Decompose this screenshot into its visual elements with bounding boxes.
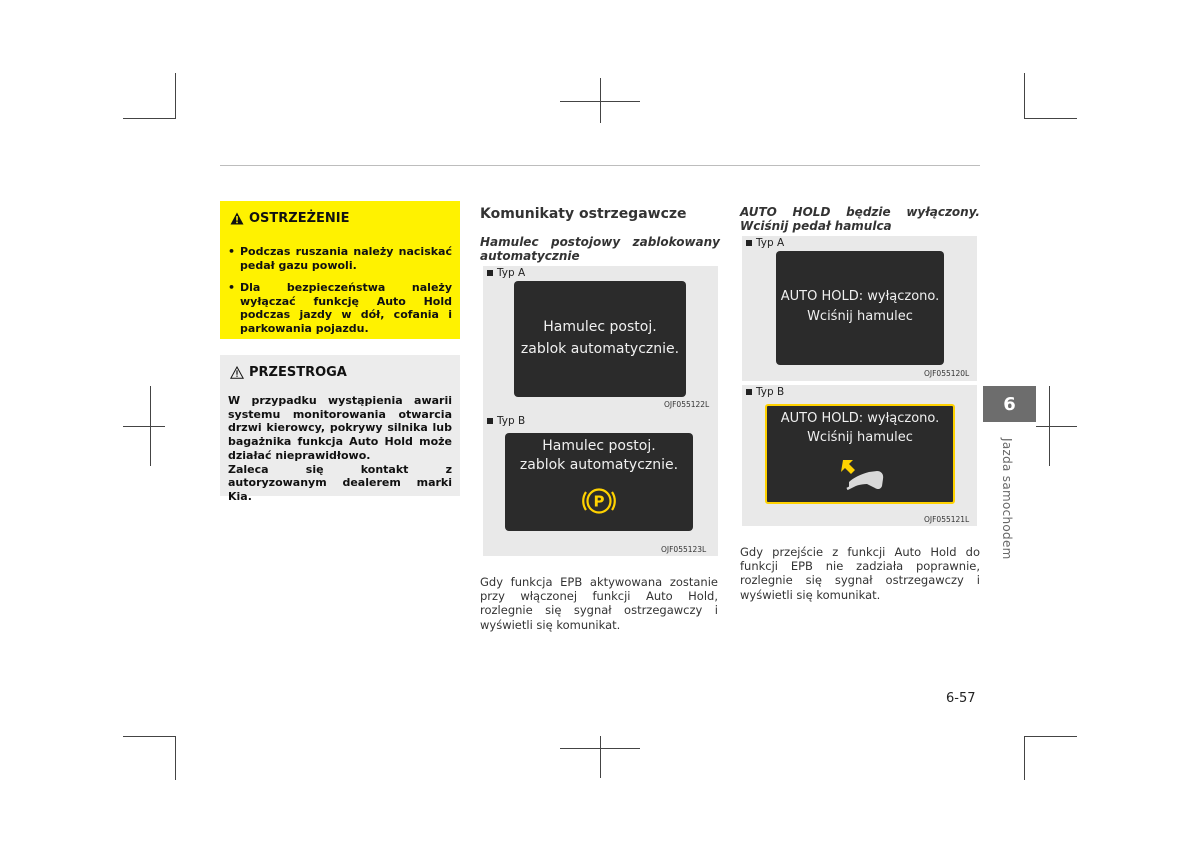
warning-item: • Dla bezpieczeństwa należy wyłączać funkcję Auto Hold podczas jazdy w dół, cofania i parkowania pojazdu.: [228, 281, 452, 335]
caution-title: [230, 365, 347, 380]
display-line-2: zablok automatycznie.: [519, 457, 679, 473]
figure-code: OJF055120L: [924, 369, 970, 378]
cluster-display: [505, 433, 693, 531]
caution-paragraph: Zaleca się kontakt z autoryzowanym dealerem marki Kia.: [228, 462, 452, 503]
display-line-2: zablok automatycznie.: [520, 341, 680, 357]
warning-triangle-icon: [230, 212, 244, 225]
warning-box: [220, 201, 460, 339]
type-a-label-text: Typ A: [756, 237, 785, 249]
chapter-number: 6: [1003, 393, 1016, 415]
cluster-display: [514, 281, 686, 397]
caution-text: [228, 394, 452, 504]
page-number: 6-57: [946, 691, 976, 706]
figure-type-a-parking: [483, 266, 718, 411]
figure-type-b-parking: [483, 411, 718, 556]
caution-box: [220, 355, 460, 503]
figure-code: OJF055122L: [664, 400, 710, 409]
type-b-label: [487, 415, 525, 427]
type-a-label: [487, 267, 525, 279]
figure-code: OJF055123L: [661, 545, 707, 554]
type-b-label-text: Typ B: [497, 415, 526, 427]
type-a-label-text: Typ A: [497, 267, 526, 279]
warning-item: • Podczas ruszania należy naciskać pedał gazu powoli.: [228, 245, 452, 272]
parking-brake-letter: P: [593, 492, 605, 511]
subtitle-parking-brake: Hamulec postojowy zablokowany automatycznie: [480, 235, 720, 263]
warning-title-text: OSTRZEŻENIE: [249, 211, 350, 226]
parking-brake-icon: [578, 483, 620, 519]
display-line-2: Wciśnij hamulec: [807, 430, 913, 445]
brake-pedal-foot-icon: [837, 458, 889, 494]
warning-title: [230, 211, 350, 226]
type-b-label-text: Typ B: [756, 386, 785, 398]
caution-title-text: PRZESTROGA: [249, 365, 347, 380]
display-line-1: Hamulec postoj.: [543, 319, 657, 335]
type-b-label: [746, 386, 784, 398]
right-body-text: Gdy przejście z funkcji Auto Hold do funkcji EPB nie zadziała poprawnie, rozlegnie się sygnał ostrzegawczy i wyświetli się komunikat.: [740, 545, 980, 602]
figure-type-b-autohold: [742, 385, 977, 526]
caution-triangle-icon: [230, 366, 244, 379]
caution-paragraph: W przypadku wystąpienia awarii systemu monitorowania otwarcia drzwi kierowcy, pokrywy silnika lub bagażnika funkcja Auto Hold może działać nieprawidłowo.: [228, 394, 452, 462]
bullet-square-icon: [746, 389, 752, 395]
bullet-square-icon: [746, 240, 752, 246]
middle-body-text: Gdy funkcja EPB aktywowana zostanie przy włączonej funkcji Auto Hold, rozlegnie się sygnał ostrzegawczy i wyświetli się komunikat.: [480, 575, 718, 632]
warning-list: [228, 245, 452, 344]
subtitle-auto-hold: AUTO HOLD będzie wyłączony. Wciśnij pedał hamulca: [740, 205, 980, 233]
bullet-square-icon: [487, 270, 493, 276]
display-line-1: Hamulec postoj.: [542, 438, 656, 454]
figure-code: OJF055121L: [924, 515, 970, 524]
bullet-square-icon: [487, 418, 493, 424]
chapter-title: Jazda samochodem: [1000, 438, 1014, 560]
section-title: Komunikaty ostrzegawcze: [480, 206, 687, 222]
display-line-2: Wciśnij hamulec: [807, 309, 913, 324]
cluster-display: [776, 251, 944, 365]
header-rule: [220, 165, 980, 166]
cluster-display: [765, 404, 955, 504]
display-line-1: AUTO HOLD: wyłączono.: [780, 289, 940, 304]
chapter-tab: [983, 386, 1036, 422]
display-line-1: AUTO HOLD: wyłączono.: [780, 411, 940, 426]
figure-type-a-autohold: [742, 236, 977, 381]
type-a-label: [746, 237, 784, 249]
